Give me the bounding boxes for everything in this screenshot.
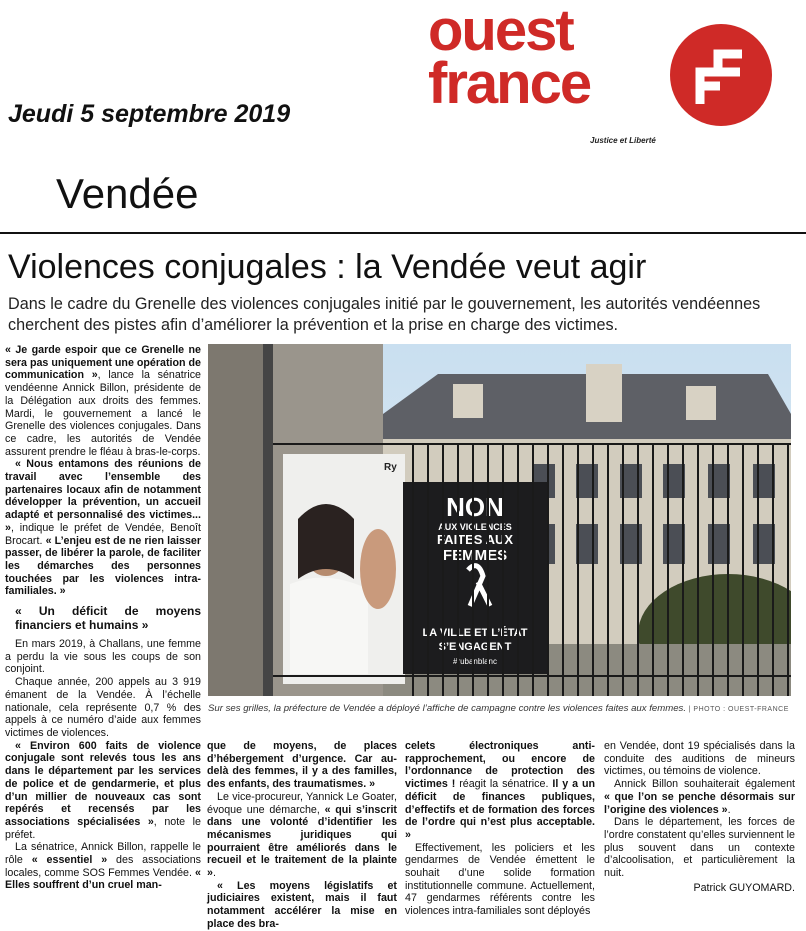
paragraph: Annick Billon souhaiterait également « que l’on se penche désormais sur l’origine des violences ». [604, 778, 795, 816]
author-signature: Patrick GUYOMARD. [693, 881, 795, 894]
poster-hashtag: #rubanblanc [452, 657, 498, 666]
paragraph: Le vice-procureur, Yannick Le Goater, évoque une démarche, « qui s’inscrit dans une volonté d’identifier les mécanismes juridiques qui pourraient être améliorés dans le recueil et le traitement de la plainte ». [207, 790, 397, 880]
logo-circle-icon [670, 24, 772, 126]
paragraph: « Je garde espoir que ce Grenelle ne sera pas uniquement une opération de communication », lance la sénatrice vendéenne Annick Billon, présidente de la Délégation aux droits des femmes. Mardi, le gouvernement a lancé le Grenelle des violences conjugales. Dans ce cadre, les autorités de Vendée assurent prendre le fléau à bras-le-corps. [5, 344, 201, 458]
article-column-1 [5, 344, 201, 892]
paragraph: La sénatrice, Annick Billon, rappelle le rôle « essentiel » des associations locales, comme SOS Femmes Vendée. « Elles souffrent d’un cruel man- [5, 841, 201, 892]
article-column-2 [207, 740, 397, 931]
paragraph: « Environ 600 faits de violence conjugale sont relevés tous les ans dans le département par les services de police et de gendarmerie, et plus d’un millier de nouveaux cas sont repérés et recensés par les associations spécialisées », note le préfet. [5, 739, 201, 841]
paragraph: Effectivement, les policiers et les gendarmes de Vendée émettent le souhait d’une solide formation institutionnelle commune. Actuellement, 47 gendarmes référents contre les violences intra-familiales sont déployés [405, 841, 595, 918]
paragraph: Dans le département, les forces de l’ordre constatent qu’elles surviennent le plus souvent dans un contexte d’alcoolisation, et particulièrement la nuit. [604, 816, 795, 880]
paragraph: que de moyens, de places d’hébergement d’urgence. Car au-delà des femmes, il y a des familles, des enfants, des traumatismes. » [207, 740, 397, 791]
section-title: Vendée [56, 170, 199, 217]
article-lead: Dans le cadre du Grenelle des violences conjugales initié par le gouvernement, les autorités vendéennes cherchent des pistes afin d’améliorer la prévention et la prise en charge des victimes. [8, 295, 761, 334]
prefecture-fence-photo [208, 344, 791, 696]
photo-credit: | PHOTO : OUEST-FRANCE [688, 706, 789, 713]
logo-word-france: france [428, 51, 591, 116]
poster-title: NON [446, 492, 504, 522]
article-column-3 [405, 740, 595, 918]
paragraph: « Nous entamons des réunions de travail avec l’ensemble des partenaires locaux afin de notamment développer la prévention, un accueil adapté et personnalisé des victimes... », indique le préfet de Vendée, Benoît Brocart. « L’enjeu est de ne rien laisser passer, de libérer la parole, de faciliter les démarches des personnes touchées par les violences intra-familiales. » [5, 458, 201, 598]
photo-caption: Sur ses grilles, la préfecture de Vendée a déployé l’affiche de campagne contre les violences faites aux femmes. | PHOTO : OUEST-FRANCE [208, 703, 789, 714]
poster-logo: Ry [384, 462, 397, 473]
paragraph: celets électroniques anti-rapprochement, ou encore de l’ordonnance de protection des victimes ! réagit la sénatrice. Il y a un déficit de finances publiques, d’effectifs et de formation des forces de l’ordre qui n’est plus acceptable. » [405, 740, 595, 841]
logo-tagline: Justice et Liberté [590, 136, 656, 145]
poster-line-2: FAITES AUX [436, 532, 514, 547]
article-photo [208, 344, 791, 696]
poster-line-1: AUX VIOLENCES [438, 522, 512, 532]
paragraph: « Les moyens législatifs et judiciaires existent, mais il faut notamment accélérer la mise en place des bra- [207, 879, 397, 930]
issue-date: Jeudi 5 septembre 2019 [8, 100, 291, 128]
logo-word-ouest: ouest [428, 0, 573, 63]
poster-bottom-1: LA VILLE ET L’ÉTAT [422, 627, 528, 639]
section-divider [0, 232, 806, 234]
paragraph: En mars 2019, à Challans, une femme a perdu la vie sous les coups de son conjoint. [5, 638, 201, 676]
poster-bottom-2: S’ENGAGENT [438, 641, 512, 653]
paragraph: en Vendée, dont 19 spécialisés dans la conduite des auditions de mineurs victimes, ou témoins de violence. [604, 740, 795, 778]
newspaper-logo [428, 0, 678, 116]
poster-line-3: FEMMES [442, 547, 508, 564]
article-headline: Violences conjugales : la Vendée veut agir [8, 248, 647, 286]
article-column-4 [604, 740, 795, 894]
article-subhead: « Un déficit de moyens financiers et humains » [15, 604, 201, 633]
paragraph: Chaque année, 200 appels au 3 919 émanent de la Vendée. À l’échelle nationale, cela représente 0,7 % des appels à ce numéro d’aide aux femmes victimes de violences. [5, 676, 201, 739]
